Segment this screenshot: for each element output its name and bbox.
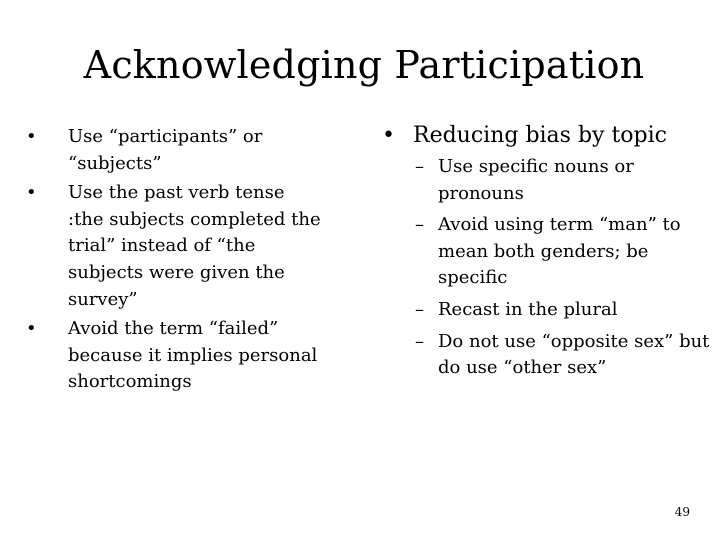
sub-list-item [380,212,710,292]
bullet-icon: • [382,123,395,148]
list-item [380,121,710,151]
bullet-icon: • [26,126,37,147]
right-bullet-list [380,121,710,151]
left-column [24,124,324,399]
list-item [24,124,324,177]
bullet-icon: • [26,182,37,204]
sub-list-item [380,154,710,207]
bullet-icon: • [26,318,37,340]
sub-bullet-list [380,154,710,382]
list-item [24,316,324,396]
sub-list-item [380,329,710,382]
slide-title: Acknowledging Participation [83,43,645,87]
left-bullet-list [24,124,324,396]
bullet-text: Use “participants” or “subjects” [68,126,263,174]
right-heading: Reducing bias by topic [413,123,667,148]
bullet-text: Use the past verb tense :the subjects completed the trial” instead of “the subjects were given the survey” [68,182,321,310]
dash-icon: – [415,330,424,352]
dash-icon: – [415,214,424,236]
dash-icon: – [415,156,424,177]
list-item [24,180,324,313]
sub-list-item [380,297,710,324]
page-number: 49 [674,505,690,519]
sub-item-text: Recast in the plural [438,298,618,320]
right-column [380,121,710,387]
bullet-text: Avoid the term “failed” because it implies personal shortcomings [68,318,318,393]
sub-item-text: Avoid using term “man” to mean both genders; be specific [438,214,681,289]
sub-item-text: Use specific nouns or pronouns [438,156,634,204]
sub-item-text: Do not use “opposite sex” but do use “other sex” [438,330,710,379]
dash-icon: – [415,298,424,320]
